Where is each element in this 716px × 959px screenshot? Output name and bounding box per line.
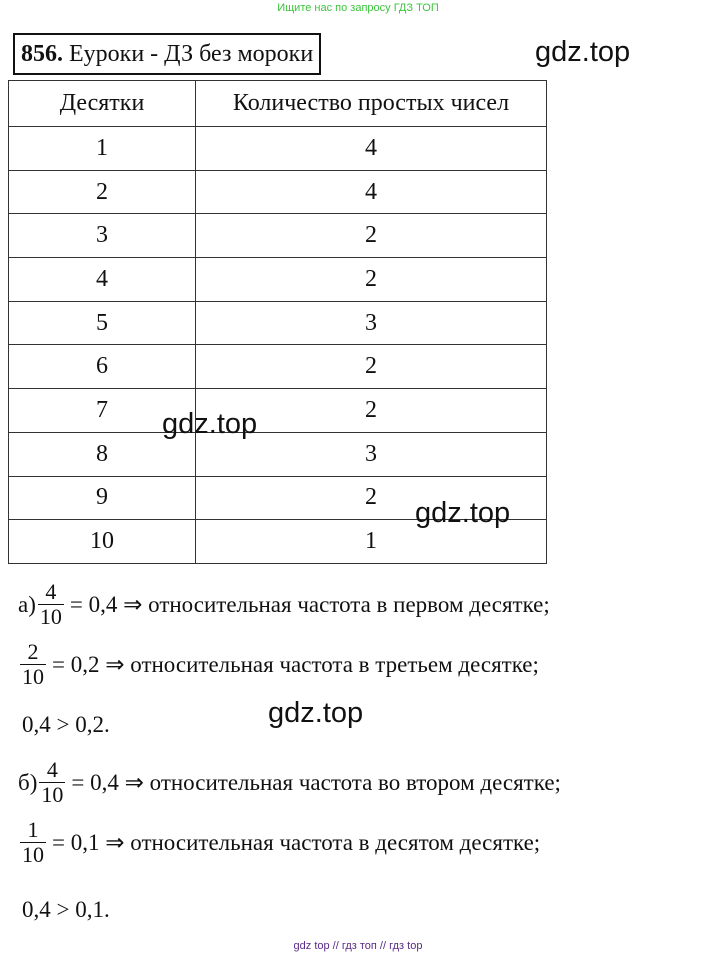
- fraction: [40, 580, 62, 629]
- top-note: Ищите нас по запросу ГДЗ ТОП: [277, 2, 439, 14]
- denominator: 10: [41, 782, 64, 807]
- solution-line: [18, 712, 110, 738]
- item-label: а): [18, 591, 36, 617]
- cell-count: 2: [196, 214, 547, 258]
- table-row: [9, 301, 547, 345]
- title-box: [13, 33, 321, 75]
- table-row: [9, 214, 547, 258]
- cell-tens: 10: [9, 520, 196, 564]
- cell-tens: 7: [9, 389, 196, 433]
- cell-tens: 5: [9, 301, 196, 345]
- watermark: gdz.top: [535, 36, 631, 68]
- watermark: gdz.top: [415, 497, 511, 529]
- solution-line: [18, 818, 540, 867]
- numerator: 4: [39, 758, 65, 783]
- header-tens: Десятки: [9, 81, 196, 127]
- solution-line: [18, 758, 561, 807]
- solution-line: [18, 580, 550, 629]
- fraction: [22, 818, 44, 867]
- cell-count: 2: [196, 389, 547, 433]
- table-row: [9, 127, 547, 171]
- line-text: = 0,4 ⇒ относительная частота в первом десятке;: [69, 591, 550, 617]
- primes-table: [8, 80, 547, 564]
- problem-number: 856.: [21, 41, 63, 67]
- cell-tens: 1: [9, 127, 196, 171]
- cell-tens: 3: [9, 214, 196, 258]
- cell-count: 3: [196, 432, 547, 476]
- numerator: 1: [20, 818, 46, 843]
- line-text: 0,4 > 0,1.: [22, 897, 110, 922]
- footer: gdz top // гдз топ // гдз top: [293, 940, 423, 952]
- watermark: gdz.top: [162, 408, 258, 440]
- cell-count: 2: [196, 345, 547, 389]
- watermark: gdz.top: [268, 697, 364, 729]
- cell-tens: 2: [9, 170, 196, 214]
- cell-tens: 4: [9, 258, 196, 302]
- cell-count: 1: [196, 520, 547, 564]
- fraction: [41, 758, 63, 807]
- numerator: 2: [20, 640, 46, 665]
- cell-tens: 8: [9, 432, 196, 476]
- cell-count: 2: [196, 258, 547, 302]
- cell-count: 2: [196, 476, 547, 520]
- line-text: = 0,2 ⇒ относительная частота в третьем десятке;: [52, 651, 539, 677]
- denominator: 10: [39, 604, 62, 629]
- header-count: Количество простых чисел: [196, 81, 547, 127]
- denominator: 10: [22, 842, 44, 867]
- cell-count: 4: [196, 127, 547, 171]
- fraction: [22, 640, 44, 689]
- cell-count: 3: [196, 301, 547, 345]
- denominator: 10: [22, 664, 44, 689]
- table-row: [9, 345, 547, 389]
- table-row: [9, 389, 547, 433]
- line-text: 0,4 > 0,2.: [22, 712, 110, 737]
- cell-tens: 9: [9, 476, 196, 520]
- cell-count: 4: [196, 170, 547, 214]
- cell-tens: 6: [9, 345, 196, 389]
- title-text: Еуроки - ДЗ без мороки: [69, 41, 314, 67]
- solution-line: [18, 897, 110, 923]
- solution-line: [18, 640, 539, 689]
- numerator: 4: [38, 580, 64, 605]
- table-row: [9, 170, 547, 214]
- line-text: = 0,4 ⇒ относительная частота во втором десятке;: [71, 769, 561, 795]
- line-text: = 0,1 ⇒ относительная частота в десятом десятке;: [52, 829, 541, 855]
- table-row: [9, 258, 547, 302]
- table-row: [9, 432, 547, 476]
- item-label: б): [18, 769, 38, 795]
